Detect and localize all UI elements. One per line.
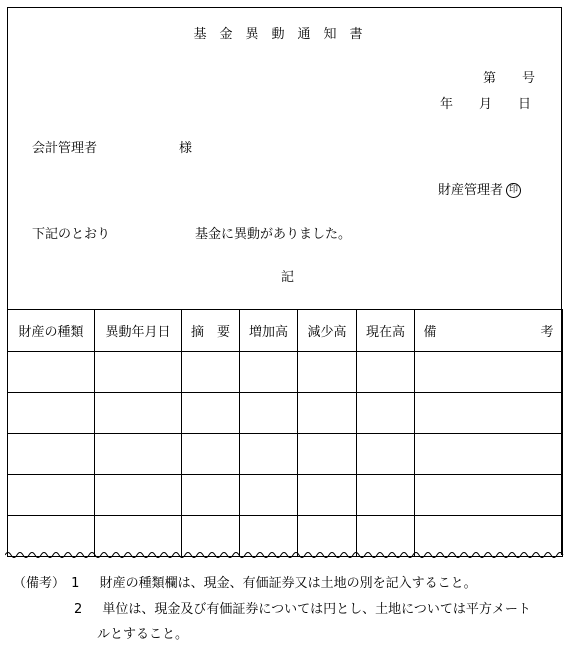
sender-label: [438, 183, 521, 199]
table-row: [8, 352, 563, 393]
header-increase: 増加高: [240, 310, 298, 352]
table-cell: [298, 393, 357, 434]
table-cell: [357, 352, 415, 393]
note-1-text: 財産の種類欄は、現金、有価証券又は土地の別を記入すること。: [99, 576, 477, 591]
table-cell: [95, 434, 182, 475]
note-2-text-line1: 単位は、現金及び有価証券については円とし、土地については平方メート: [102, 602, 531, 617]
table-cell: [298, 434, 357, 475]
table-cell: [240, 434, 298, 475]
transaction-table: [7, 309, 563, 557]
table-row: [8, 475, 563, 516]
table-cell: [182, 475, 240, 516]
table-cell: [415, 393, 563, 434]
body-text-right: 基金に異動がありました。: [195, 227, 352, 242]
seal-stamp: 印: [506, 183, 521, 198]
table-cell: [182, 393, 240, 434]
table-cell: [8, 352, 95, 393]
header-current: 現在高: [357, 310, 415, 352]
table-cell: [415, 434, 563, 475]
torn-edge-wave: [5, 548, 565, 562]
form-title: 基金異動通知書: [193, 27, 376, 42]
header-remarks: 備 考: [415, 310, 563, 352]
document-number-label: 第 号: [483, 71, 536, 86]
note-2: [74, 602, 531, 618]
table-cell: [415, 475, 563, 516]
notice-form: [7, 7, 562, 555]
torn-edge-line: [5, 553, 563, 558]
table-cell: [240, 393, 298, 434]
table-cell: [8, 475, 95, 516]
note-2-text-line2: ルとすること。: [97, 627, 189, 642]
note-1-number: 1: [71, 576, 80, 591]
table-cell: [95, 475, 182, 516]
table-cell: [8, 434, 95, 475]
date-label: 年 月 日: [440, 97, 532, 112]
table-header-row: [8, 310, 563, 352]
ki-heading: 記: [281, 270, 295, 285]
table-cell: [357, 475, 415, 516]
table-cell: [415, 352, 563, 393]
table-row: [8, 393, 563, 434]
table-cell: [240, 475, 298, 516]
header-asset-type: 財産の種類: [8, 310, 95, 352]
table-cell: [298, 475, 357, 516]
table-cell: [357, 434, 415, 475]
honorific-label: 様: [179, 141, 193, 156]
header-change-date: 異動年月日: [95, 310, 182, 352]
note-2-number: 2: [74, 602, 83, 617]
table-cell: [357, 393, 415, 434]
sender-title: 財産管理者: [438, 183, 504, 198]
body-text-left: 下記のとおり: [32, 227, 111, 242]
table-cell: [8, 393, 95, 434]
table-cell: [182, 352, 240, 393]
table-row: [8, 434, 563, 475]
note-1: [13, 576, 477, 592]
table-cell: [298, 352, 357, 393]
note-prefix: （備考）: [13, 576, 66, 591]
table-cell: [240, 352, 298, 393]
table-cell: [95, 352, 182, 393]
table-cell: [95, 393, 182, 434]
header-decrease: 減少高: [298, 310, 357, 352]
addressee-label: 会計管理者: [32, 141, 98, 156]
table-cell: [182, 434, 240, 475]
header-summary: 摘 要: [182, 310, 240, 352]
